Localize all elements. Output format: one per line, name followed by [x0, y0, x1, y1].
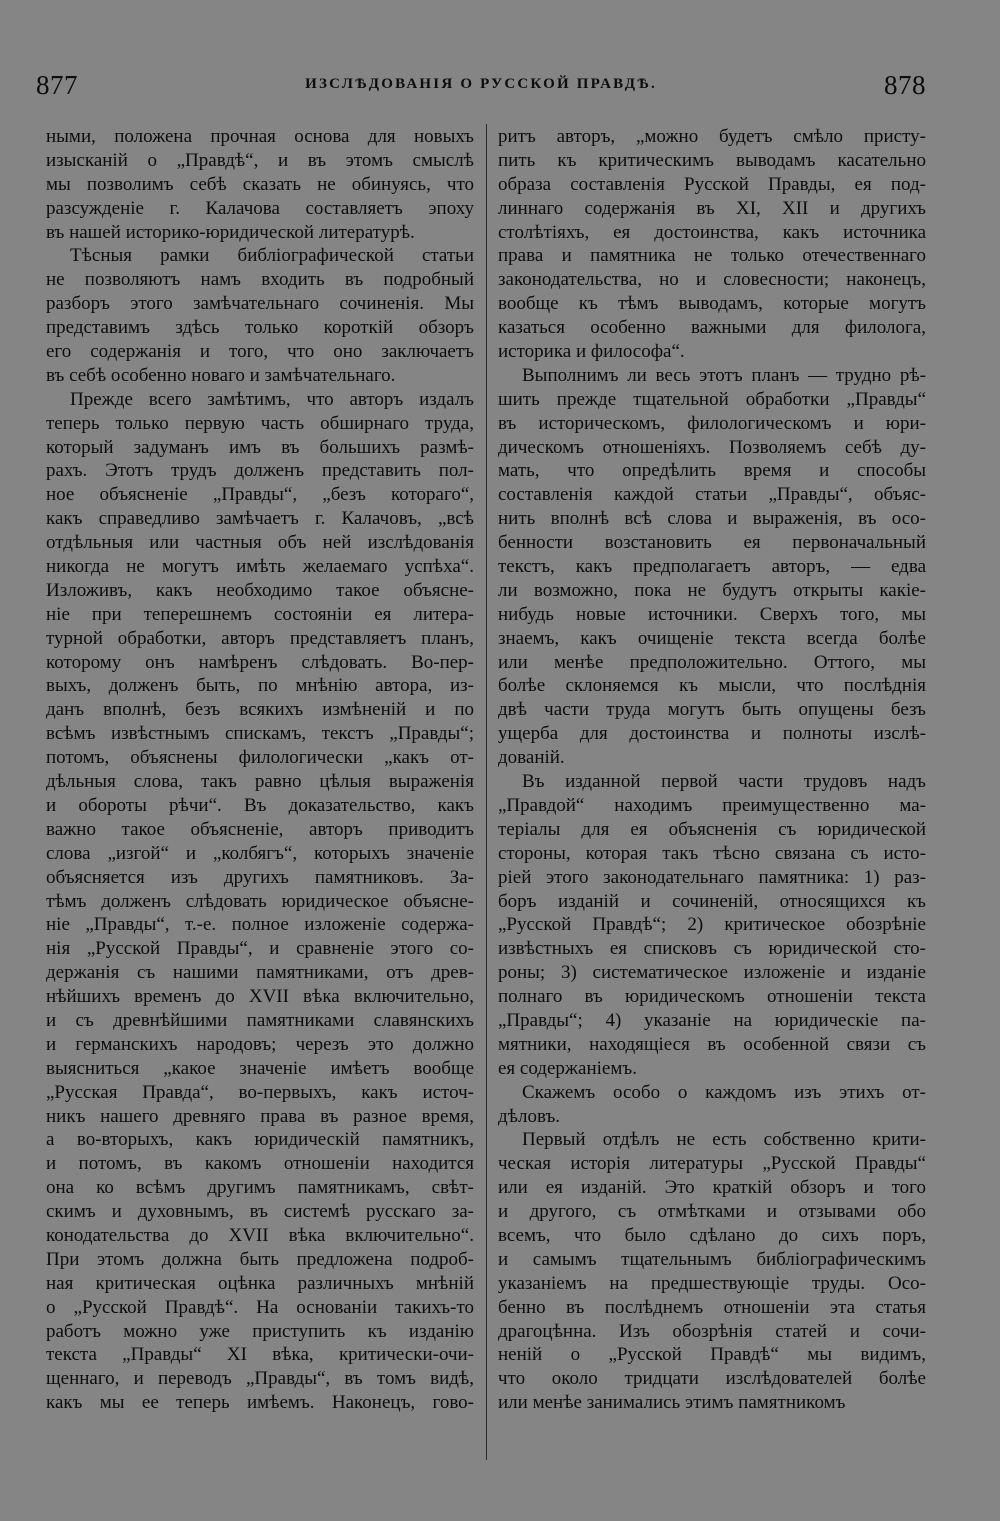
right-column-text-line: стороны, которая такъ тѣсно связана съ исто- — [498, 842, 926, 864]
left-column-text-line: отдѣльныя или частныя объ ней изслѣдованія — [46, 532, 474, 554]
left-column-text-line: скимъ и духовнымъ, въ системѣ русскаго за- — [46, 1201, 474, 1223]
right-column-text-line: законодательства, но и словесности; наконецъ, — [498, 269, 926, 291]
right-column-text-line: извѣстныхъ ея списковъ съ юридической сто- — [498, 938, 926, 960]
right-column-text-line: шить прежде тщательной обработки „Правды“ — [498, 388, 926, 410]
right-column-text-line: или ея изданій. Это краткій обзоръ и того — [498, 1177, 926, 1199]
left-column-text-line: слова „изгой“ и „колбягъ“, которыхъ значеніе — [46, 842, 474, 864]
left-column-text-line: представимъ здѣсь только короткій обзоръ — [46, 317, 474, 339]
right-column-text-line: Скажемъ особо о каждомъ изъ этихъ от- — [522, 1081, 926, 1103]
left-column-text-line: разсужденіе г. Калачова составляетъ эпоху — [46, 197, 474, 219]
left-column-text-line: щеннаго, и переводъ „Правды“, въ томъ видѣ, — [46, 1368, 474, 1390]
left-column-text-line: она ко всѣмъ другимъ памятникамъ, свѣт- — [46, 1177, 474, 1199]
left-column-text-line: и обороты рѣчи“. Въ доказательство, какъ — [46, 794, 474, 816]
right-column — [498, 125, 926, 1415]
left-column-text-line: данъ вполнѣ, безъ всякихъ измѣненій и по — [46, 699, 474, 721]
left-column-text-line: всѣмъ извѣстнымъ спискамъ, текстъ „Правды“; — [46, 723, 474, 745]
right-column-text-line: Въ изданной первой части трудовъ надъ — [522, 771, 926, 793]
right-column-text-line: „Правдой“ находимъ преимущественно ма- — [498, 794, 926, 816]
left-column-text-line: тѣмъ долженъ слѣдовать юридическое объясне- — [46, 890, 474, 912]
right-column-text-line: двѣ части труда могутъ быть опущены безъ — [498, 699, 926, 721]
left-column-text-line: При этомъ должна быть предложена подроб- — [46, 1248, 474, 1270]
left-column-text-line: разборъ этого замѣчательнаго сочиненія. Мы — [46, 293, 474, 315]
left-column-text-line: о „Русской Правдѣ“. На основаніи такихъ-то — [46, 1296, 474, 1318]
right-column-text-line: пить къ критическимъ выводамъ касательно — [498, 149, 926, 171]
right-column-text-line: или менѣе занимались этимъ памятникомъ — [498, 1392, 846, 1414]
right-column-text-line: мятники, находящіеся въ особенной связи съ — [498, 1033, 926, 1055]
left-column-text-line: мы позволимъ себѣ сказать не обинуясь, что — [46, 173, 474, 195]
left-column-text-line: а во-вторыхъ, какъ юридическій памятникъ, — [46, 1129, 474, 1151]
right-column-text-line: всемъ, что было сдѣлано до сихъ поръ, — [498, 1224, 926, 1246]
right-column-text-line: текстъ, какъ предполагаетъ авторъ, — едва — [498, 556, 926, 578]
right-column-text-line: роны; 3) систематическое изложеніе и изданіе — [498, 962, 926, 984]
right-column-text-line: казаться особенно важными для филолога, — [498, 317, 926, 339]
running-title: ИЗСЛѢДОВАНІЯ О РУССКОЙ ПРАВДѢ. — [305, 76, 657, 92]
right-column-text-line: образа составленія Русской Правды, ея под- — [498, 173, 926, 195]
left-column-text-line: въ себѣ особенно новаго и замѣчательнаго. — [46, 364, 396, 386]
right-column-text-line: и самымъ тщательнымъ библіографическимъ — [498, 1248, 926, 1270]
right-column-text-line: права и памятника не только отечественнаго — [498, 245, 926, 267]
right-column-text-line: составленія каждой статьи „Правды“, объяс- — [498, 484, 926, 506]
right-column-text-line: „Правды“; 4) указаніе на юридическіе па- — [498, 1009, 926, 1031]
right-column-text-line: знаемъ, какъ очищеніе текста всегда болѣе — [498, 627, 926, 649]
right-column-text-line: или менѣе предположительно. Оттого, мы — [498, 651, 926, 673]
right-column-text-line: мать, что опредѣлить время и способы — [498, 460, 926, 482]
right-column-text-line: нить вполнѣ всѣ слова и выраженія, въ осо- — [498, 508, 926, 530]
left-column-text-line: нѣйшихъ временъ до XVII вѣка включительно, — [46, 986, 474, 1008]
left-column-text-line: теперь только первую часть обширнаго труда, — [46, 412, 474, 434]
right-column-text-line: ущерба для достоинства и полноты изслѣ- — [498, 723, 926, 745]
right-column-text-line: Выполнимъ ли весь этотъ планъ — трудно рѣ- — [522, 364, 926, 386]
left-column-text-line: и потомъ, въ какомъ отношеніи находится — [46, 1153, 474, 1175]
left-column-text-line: работъ можно уже приступить къ изданію — [46, 1320, 474, 1342]
left-column-text-line: дѣльныя слова, такъ равно цѣлыя выраженія — [46, 771, 474, 793]
right-column-text-line: дѣловъ. — [498, 1105, 561, 1127]
left-column-text-line: ніе „Правды“, т.-е. полное изложеніе содержа- — [46, 914, 474, 936]
page-number-left: 877 — [36, 70, 78, 100]
right-column-text-line: ріей этого законодательнаго памятника: 1) раз- — [498, 866, 926, 888]
left-column-text-line: текста „Правды“ XI вѣка, критически-очи- — [46, 1344, 474, 1366]
left-column — [46, 125, 474, 1415]
left-column-text-line: ное объясненіе „Правды“, „безъ котораго“, — [46, 484, 474, 506]
left-column-text-line: ніе при теперешнемъ состояніи ея литера- — [46, 603, 474, 625]
column-divider — [486, 124, 487, 1460]
left-column-text-line: Изложивъ, какъ необходимо такое объясне- — [46, 579, 474, 601]
right-column-text-line: Первый отдѣлъ не есть собственно крити- — [522, 1129, 926, 1151]
left-column-text-line: важно такое объясненіе, авторъ приводитъ — [46, 818, 474, 840]
left-column-text-line: никъ нашего древняго права въ разное время, — [46, 1105, 474, 1127]
right-column-text-line: „Русской Правдѣ“; 2) критическое обозрѣніе — [498, 914, 926, 936]
left-column-text-line: и съ древнѣйшими памятниками славянскихъ — [46, 1009, 474, 1031]
left-column-text-line: никогда не могутъ имѣть желаемаго успѣха“. — [46, 556, 474, 578]
left-column-text-line: держанія съ нашими памятниками, отъ древ- — [46, 962, 474, 984]
left-column-text-line: Тѣсныя рамки библіографической статьи — [70, 245, 474, 267]
right-column-text-line: что около тридцати изслѣдователей болѣе — [498, 1368, 926, 1390]
right-column-text-line: теріалы для ея объясненія съ юридической — [498, 818, 926, 840]
left-column-text-line: „Русская Правда“, во-первыхъ, какъ источ- — [46, 1081, 474, 1103]
right-column-text-line: бенности возстановить ея первоначальный — [498, 532, 926, 554]
left-column-text-line: турной обработки, авторъ представляетъ планъ, — [46, 627, 474, 649]
left-column-text-line: ная критическая оцѣнка различныхъ мнѣній — [46, 1272, 474, 1294]
right-column-text-line: вообще къ тѣмъ выводамъ, которые могутъ — [498, 293, 926, 315]
left-column-text-line: выясниться „какое значеніе имѣетъ вообще — [46, 1057, 474, 1079]
right-column-text-line: бенно въ послѣднемъ отношеніи эта статья — [498, 1296, 926, 1318]
left-column-text-line: которому онъ намѣренъ слѣдовать. Во-пер- — [46, 651, 474, 673]
right-column-text-line: историка и философа“. — [498, 341, 685, 363]
right-column-text-line: ческая исторія литературы „Русской Правды“ — [498, 1153, 926, 1175]
right-column-text-line: дованій. — [498, 747, 565, 769]
left-column-text-line: который задуманъ имъ въ большихъ размѣ- — [46, 436, 474, 458]
left-column-text-line: потомъ, объяснены филологически „какъ от- — [46, 747, 474, 769]
right-column-text-line: боръ изданій и сочиненій, относящихся къ — [498, 890, 926, 912]
left-column-text-line: Прежде всего замѣтимъ, что авторъ издалъ — [70, 388, 474, 410]
left-column-text-line: выхъ, долженъ быть, по мнѣнію автора, из- — [46, 675, 474, 697]
right-column-text-line: нибудь новые источники. Сверхъ того, мы — [498, 603, 926, 625]
right-column-text-line: драгоцѣнна. Изъ обозрѣнія статей и сочи- — [498, 1320, 926, 1342]
right-column-text-line: дическомъ отношеніяхъ. Позволяемъ себѣ ду- — [498, 436, 926, 458]
right-column-text-line: линнаго содержанія въ XI, XII и другихъ — [498, 197, 926, 219]
left-column-text-line: ными, положена прочная основа для новыхъ — [46, 126, 474, 147]
page-header — [36, 70, 926, 106]
right-column-text-line: въ историческомъ, филологическомъ и юри- — [498, 412, 926, 434]
right-column-text-line: и другого, съ отмѣтками и отзывами обо — [498, 1201, 926, 1223]
left-column-text-line: какъ справедливо замѣчаетъ г. Калачовъ, „всѣ — [46, 508, 474, 530]
right-column-text-line: ли возможно, пока не будутъ открыты какіе- — [498, 579, 926, 601]
left-column-text-line: какъ мы ее теперь имѣемъ. Наконецъ, гово- — [46, 1392, 474, 1414]
left-column-text-line: конодательства до XVII вѣка включительно“. — [46, 1224, 474, 1246]
page-number-right: 878 — [884, 70, 926, 100]
left-column-text-line: и германскихъ народовъ; черезъ это должно — [46, 1033, 474, 1055]
right-column-text-line: неній о „Русской Правдѣ“ мы видимъ, — [498, 1344, 926, 1366]
left-column-text-line: нія „Русской Правды“, и сравненіе этого со- — [46, 938, 474, 960]
right-column-text-line: указаніемъ на предшествующіе труды. Осо- — [498, 1272, 926, 1294]
right-column-text-line: ритъ авторъ, „можно будетъ смѣло присту- — [498, 126, 926, 147]
right-column-text-line: болѣе склоняемся къ мысли, что послѣднія — [498, 675, 926, 697]
left-column-text-line: изысканій о „Правдѣ“, и въ этомъ смыслѣ — [46, 149, 474, 171]
left-column-text-line: рахъ. Этотъ трудъ долженъ представить пол- — [46, 460, 474, 482]
right-column-text-line: ея содержаніемъ. — [498, 1057, 637, 1079]
left-column-text-line: его содержанія и того, что оно заключаетъ — [46, 341, 474, 363]
left-column-text-line: не позволяютъ намъ входить въ подробный — [46, 269, 474, 291]
right-column-text-line: столѣтіяхъ, ея достоинства, какъ источника — [498, 221, 926, 243]
right-column-text-line: полнаго въ юридическомъ отношеніи текста — [498, 986, 926, 1008]
left-column-text-line: въ нашей историко-юридической литературѣ. — [46, 221, 415, 243]
left-column-text-line: объясняется изъ другихъ памятниковъ. За- — [46, 866, 474, 888]
